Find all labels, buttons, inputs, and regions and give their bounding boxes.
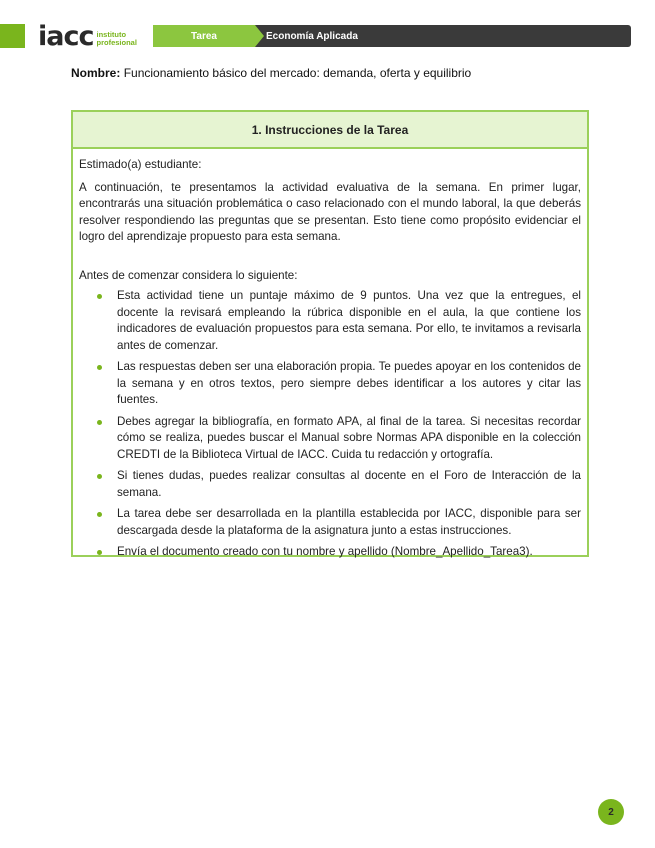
intro-paragraph: A continuación, te presentamos la actividad evaluativa de la semana. En primer lugar, encontrarás una situación problemática o caso relacionado con el mundo laboral, la que deberás resolver respondiendo las preguntas que se presentan. Esto tiene como propósito evidenciar el logro del aprendizaje propuesto para esta semana. bbox=[79, 180, 581, 243]
iacc-logo bbox=[38, 21, 137, 51]
list-item: Esta actividad tiene un puntaje máximo de 9 puntos. Una vez que la entregues, el docente la revisará empleando la rúbrica disponible en el aula, la que contiene los indicadores de evaluación propuestos para esta semana. Por ello, te invitamos a revisarla antes de comenzar. bbox=[117, 288, 581, 354]
instructions-title: 1. Instrucciones de la Tarea bbox=[73, 112, 587, 149]
instructions-body bbox=[73, 149, 587, 561]
tab-tarea: Tarea bbox=[153, 25, 255, 47]
page-number-badge: 2 bbox=[598, 799, 624, 825]
list-item: La tarea debe ser desarrollada en la plantilla establecida por IACC, disponible para ser descargada desde la plataforma de la asignatura junto a estas instrucciones. bbox=[117, 506, 581, 539]
brand-square bbox=[0, 24, 25, 48]
list-item: Debes agregar la bibliografía, en formato APA, al final de la tarea. Si necesitas recordar cómo se realiza, puedes buscar el Manual sobre Normas APA disponible en la colección CREDTI de la Biblioteca Virtual de IACC. Cuida tu redacción y ortografía. bbox=[117, 414, 581, 464]
spacer bbox=[79, 246, 581, 263]
list-item: Si tienes dudas, puedes realizar consultas al docente en el Foro de Interacción de la semana. bbox=[117, 468, 581, 501]
before-starting: Antes de comenzar considera lo siguiente: bbox=[79, 268, 298, 282]
document-name bbox=[71, 66, 471, 80]
logo-wordmark: iacc bbox=[38, 21, 94, 52]
instructions-list bbox=[79, 288, 581, 561]
logo-subtitle-line2: profesional bbox=[96, 38, 137, 47]
name-value: Funcionamiento básico del mercado: demanda, oferta y equilibrio bbox=[123, 66, 472, 80]
page-header bbox=[0, 21, 655, 52]
greeting: Estimado(a) estudiante: bbox=[79, 158, 202, 171]
name-label: Nombre: bbox=[71, 66, 121, 80]
logo-subtitle-line1: instituto bbox=[96, 30, 127, 39]
course-title: Economía Aplicada bbox=[255, 25, 631, 47]
list-item: Envía el documento creado con tu nombre y apellido (Nombre_Apellido_Tarea3). bbox=[117, 544, 581, 561]
instructions-box bbox=[71, 110, 589, 557]
list-item: Las respuestas deben ser una elaboración propia. Te puedes apoyar en los contenidos de la semana y en otros textos, pero siempre debes identificar a los autores y citar las fuentes. bbox=[117, 359, 581, 409]
tab-arrow-shape bbox=[255, 25, 264, 47]
logo-subtitle bbox=[96, 31, 136, 47]
